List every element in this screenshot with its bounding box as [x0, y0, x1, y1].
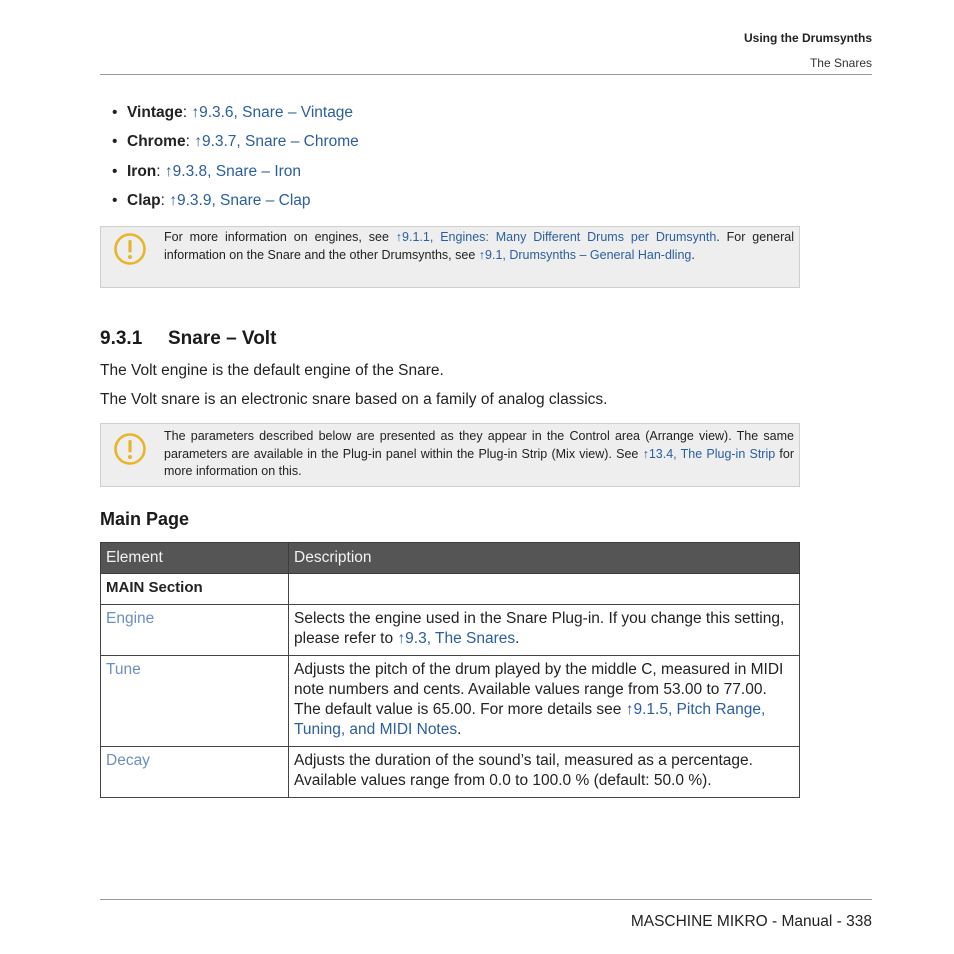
column-header-description: Description: [289, 543, 800, 574]
table-row: [101, 747, 800, 798]
section-number: 9.3.1: [100, 328, 143, 349]
bullet-term: Vintage: [127, 104, 183, 121]
exclamation-circle-icon: [114, 233, 146, 265]
page-footer: MASCHINE MIKRO - Manual - 338: [630, 913, 872, 930]
bullet-item-clap: • Clap: ↑9.3.9, Snare – Clap: [112, 192, 311, 209]
note-link-general-handling[interactable]: ↑9.1, Drumsynths – General Han-dling: [478, 247, 692, 262]
element-description: Adjusts the duration of the sound’s tail, measured as a percentage. Available values range from 0.0 to 100.0 % (default: 50.0 %).: [289, 747, 800, 798]
description-link[interactable]: ↑9.1.5, Pitch Range, Tuning, and MIDI Notes: [294, 701, 766, 738]
note-link-plugin-strip[interactable]: ↑13.4, The Plug-in Strip: [642, 446, 776, 461]
running-header-chapter: Using the Drumsynths: [743, 31, 872, 45]
bullet-link[interactable]: ↑9.3.7, Snare – Chrome: [194, 133, 359, 150]
exclamation-circle-icon: [114, 433, 146, 465]
description-link[interactable]: ↑9.3, The Snares: [397, 630, 516, 647]
bullet-item-chrome: • Chrome: ↑9.3.7, Snare – Chrome: [112, 133, 359, 150]
element-name: Engine: [101, 605, 289, 656]
parameter-table: [100, 542, 800, 798]
note-text: The parameters described below are presented as they appear in the Control area (Arrange view). The same parameters are available in the Plug-in panel within the Plug-in Strip (Mix view). See ↑13.4, The Plug-in Strip for more information on this.: [164, 429, 794, 478]
note-link-engines[interactable]: ↑9.1.1, Engines: Many Different Drums per Drumsynth: [395, 230, 717, 244]
running-header-section: The Snares: [809, 56, 872, 70]
table-header-row: [101, 543, 800, 574]
section-label: MAIN Section: [101, 574, 289, 605]
table-section-row: [101, 574, 800, 605]
empty-cell: [289, 574, 800, 605]
element-description: Adjusts the pitch of the drum played by the middle C, measured in MIDI note numbers and cents. Available values range from 53.00 to 77.00. The default value is 65.00. For more details see ↑9.1.5, Pitch Range, Tuning, and MIDI Notes.: [289, 656, 800, 747]
section-title: Snare – Volt: [168, 328, 277, 349]
table-row: [101, 605, 800, 656]
subheading-main-page: Main Page: [100, 509, 190, 529]
bullet-term: Chrome: [127, 133, 186, 150]
paragraph-default-engine: The Volt engine is the default engine of the Snare.: [100, 362, 444, 379]
element-name: Decay: [101, 747, 289, 798]
bullet-item-iron: • Iron: ↑9.3.8, Snare – Iron: [112, 163, 302, 180]
note-text: For more information on engines, see ↑9.1.1, Engines: Many Different Drums per Drumsynth. For general information on the Snare and the other Drumsynths, see ↑9.1, Drumsynths – General Han-dling.: [164, 230, 794, 262]
bullet-link[interactable]: ↑9.3.8, Snare – Iron: [164, 163, 302, 180]
column-header-element: Element: [101, 543, 289, 574]
paragraph-volt-description: The Volt snare is an electronic snare based on a family of analog classics.: [100, 391, 608, 408]
bullet-item-vintage: • Vintage: ↑9.3.6, Snare – Vintage: [112, 104, 354, 121]
header-rule: [100, 74, 872, 75]
bullet-term: Iron: [127, 163, 157, 180]
note-box-parameters: [100, 423, 800, 487]
section-heading: [100, 328, 276, 350]
element-name: Tune: [101, 656, 289, 747]
bullet-link[interactable]: ↑9.3.9, Snare – Clap: [169, 192, 311, 209]
note-box-engines: [100, 226, 800, 288]
bullet-term: Clap: [127, 192, 161, 209]
footer-rule: [100, 899, 872, 900]
table-row: [101, 656, 800, 747]
bullet-link[interactable]: ↑9.3.6, Snare – Vintage: [191, 104, 354, 121]
element-description: Selects the engine used in the Snare Plug-in. If you change this setting, please refer to ↑9.3, The Snares.: [289, 605, 800, 656]
